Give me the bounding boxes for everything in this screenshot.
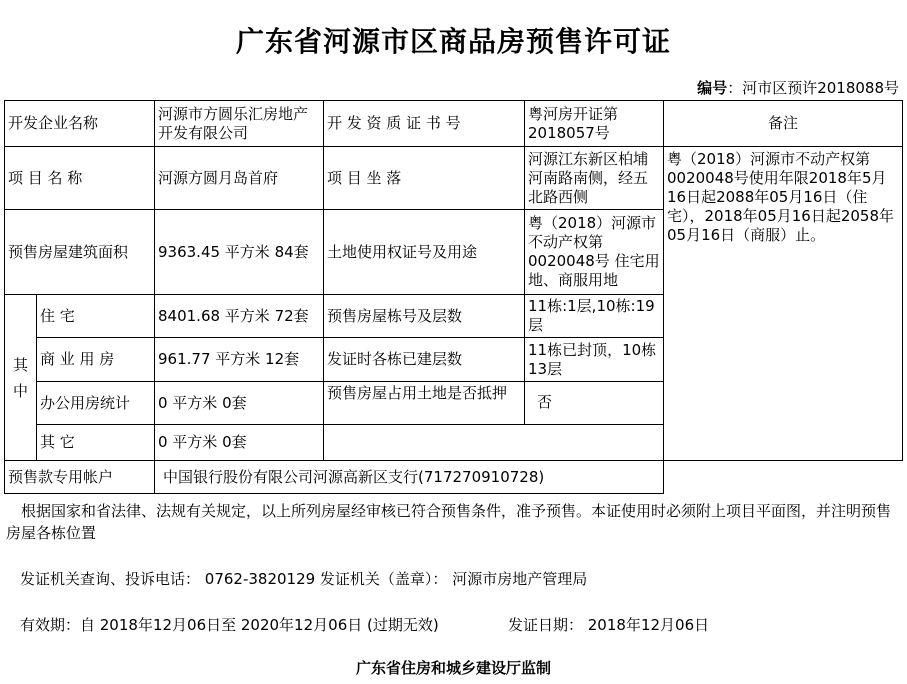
presale-area-label: 预售房屋建筑面积: [5, 210, 155, 295]
statement-text: 根据国家和省法律、法规有关规定，以上所列房屋经审核已符合预售条件，准予预售。本证使用时必须附上项目平面图，并注明预售房屋各栋位置: [6, 502, 892, 542]
qizhong-cell: [5, 295, 37, 461]
issue-date: 发证日期： 2018年12月06日: [508, 616, 710, 634]
presale-table: [4, 100, 903, 494]
validity-line: 有效期：自 2018年12月06日至 2020年12月06日 (过期无效): [20, 616, 439, 634]
cert-number: [697, 77, 899, 98]
qualification-label: 开 发 资 质 证 书 号: [324, 101, 525, 147]
land-cert-value: 粤（2018）河源市不动产权第0020048号 住宅用地、商服用地: [525, 210, 664, 295]
other-value: 0 平方米 0套: [155, 425, 324, 461]
account-label: 预售款专用帐户: [5, 461, 155, 494]
built-floors-label: 发证时各栋已建层数: [324, 338, 525, 382]
residential-value: 8401.68 平方米 72套: [155, 295, 324, 338]
commercial-label: 商 业 用 房: [37, 338, 155, 382]
qizhong-char-2: 中: [12, 381, 28, 400]
project-name-label: 项 目 名 称: [5, 147, 155, 210]
qizhong-char-1: 其: [12, 355, 28, 374]
office-value: 0 平方米 0套: [155, 382, 324, 425]
developer-value: 河源市方圆乐汇房地产开发有限公司: [155, 101, 324, 147]
remarks-value: 粤（2018）河源市不动产权第0020048号使用年限2018年5月16日起2088年05月16日（住宅），2018年05月16日起2058年05月16日（商服）止。: [664, 147, 903, 461]
remarks-label: 备注: [664, 101, 903, 147]
developer-label: 开发企业名称: [5, 101, 155, 147]
residential-label: 住 宅: [37, 295, 155, 338]
buildings-label: 预售房屋栋号及层数: [324, 295, 525, 338]
land-cert-label: 土地使用权证号及用途: [324, 210, 525, 295]
office-label: 办公用房统计: [37, 382, 155, 425]
commercial-value: 961.77 平方米 12套: [155, 338, 324, 382]
mortgage-value: 否: [525, 382, 664, 425]
qualification-value: 粤河房开证第2018057号: [525, 101, 664, 147]
mortgage-label: 预售房屋占用土地是否抵押: [324, 382, 525, 425]
empty-cell: [324, 425, 664, 461]
account-value: 中国银行股份有限公司河源高新区支行(717270910728): [155, 461, 664, 494]
built-floors-value: 11栋已封顶，10栋13层: [525, 338, 664, 382]
other-label: 其 它: [37, 425, 155, 461]
presale-area-value: 9363.45 平方米 84套: [155, 210, 324, 295]
supervisor-line: 广东省住房和城乡建设厅监制: [355, 659, 551, 677]
project-name-value: 河源方圆月岛首府: [155, 147, 324, 210]
cert-number-label: 编号: [697, 79, 728, 97]
cert-number-value: ：河市区预许2018088号: [727, 79, 899, 97]
project-location-value: 河源江东新区柏埔河南路南侧，经五北路西侧: [525, 147, 664, 210]
page-title: 广东省河源市区商品房预售许可证: [235, 25, 671, 58]
buildings-value: 11栋:1层,10栋:19层: [525, 295, 664, 338]
project-location-label: 项 目 坐 落: [324, 147, 525, 210]
contact-line: 发证机关查询、投诉电话： 0762-3820129 发证机关（盖章）： 河源市房地产管理局: [20, 570, 588, 588]
